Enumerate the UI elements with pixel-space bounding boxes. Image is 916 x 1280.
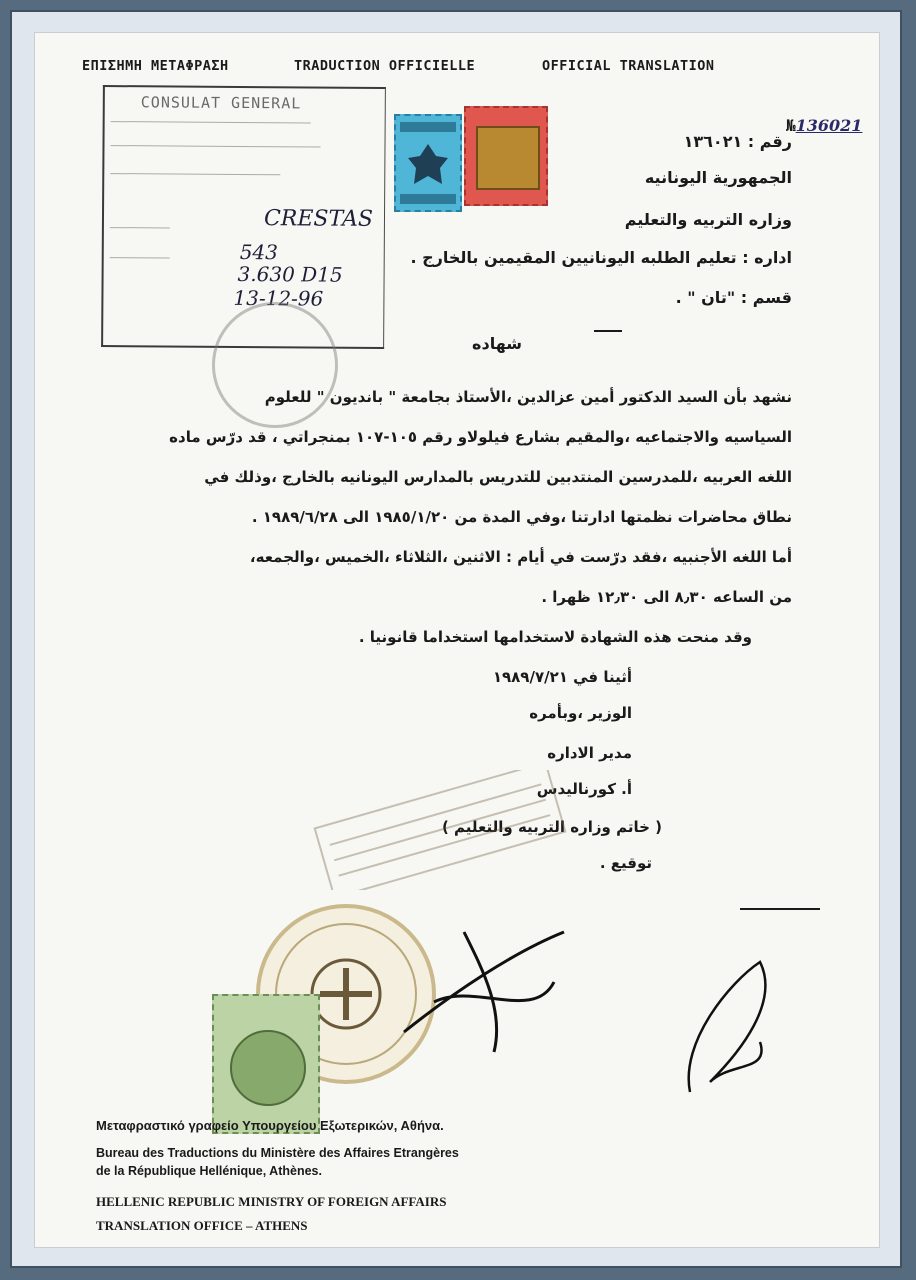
arabic-body-line: أما اللغه الأجنبيه ،فقد درّست في أيام : الاثنين ،الثلاثاء ،الخميس ،والجمعه، [249, 548, 792, 566]
consulate-handwritten-date: 13-12-96 [233, 285, 324, 311]
arabic-body-line: اللغه العربيه ،للمدرسين المنتدبين للتدريس بالمدارس اليونانيه بالخارج ،وذلك في [204, 468, 792, 486]
revenue-stamp-green [212, 994, 320, 1134]
arabic-department: اداره : تعليم الطلبه اليونانيين المقيمين بالخارج . [410, 248, 792, 267]
arabic-body-line: السياسيه والاجتماعيه ،والمقيم بشارع فيلولاو رقم ١٠٥-١٠٧ بمنجراتي ، قد درّس ماده [169, 428, 792, 446]
arabic-body-line: من الساعه ٨٫٣٠ الى ١٢٫٣٠ ظهرا . [541, 588, 792, 606]
consulate-handwritten-ref2: 3.630 D15 [237, 261, 343, 287]
document-frame [10, 10, 902, 1268]
arabic-seal-note: ( خاتم وزاره التربيه والتعليم ) [441, 818, 662, 836]
arabic-ministry: وزاره التربيه والتعليم [624, 210, 792, 229]
header-french: TRADUCTION OFFICIELLE [294, 58, 476, 74]
arabic-director: مدير الاداره [547, 744, 632, 762]
consulate-handwritten-ref1: 543 [239, 239, 279, 265]
header-english: OFFICIAL TRANSLATION [542, 58, 715, 74]
header-greek: ΕΠΙΣΗΜΗ ΜΕΤΑΦΡΑΣΗ [82, 58, 229, 74]
arabic-closing: وقد منحت هذه الشهادة لاستخدامها استخداما قانونيا . [358, 628, 752, 646]
arabic-section: قسم : "تان " . [675, 288, 792, 307]
arabic-body-line: نشهد بأن السيد الدكتور أمين عزالدين ،الأستاذ بجامعة " بانديون " للعلوم [264, 388, 792, 406]
faint-ministry-stamp [310, 770, 570, 890]
arabic-name: أ. كورناليدس [536, 780, 632, 798]
footer-greek: Μεταφραστικό γραφείο Υπουργείου Εξωτερικών, Αθήνα. [96, 1118, 444, 1133]
arabic-title: شهاده [472, 334, 522, 353]
document-number-value: 136021 [795, 116, 863, 135]
footer-french-line2: de la République Hellénique, Athènes. [96, 1164, 322, 1178]
consulate-stamp-line1: CONSULAT GENERAL [140, 93, 302, 113]
arabic-number: رقم : ١٣٦٠٢١ [683, 132, 792, 151]
arabic-body-line: نطاق محاضرات نظمتها ادارتنا ،وفي المدة من ١٩٨٥/١/٢٠ الى ١٩٨٩/٦/٢٨ . [251, 508, 792, 526]
arabic-place-date: أثينا في ١٩٨٩/٧/٢١ [492, 668, 632, 686]
document-paper [34, 32, 880, 1248]
handwritten-signature [670, 942, 790, 1102]
footer-french-line1: Bureau des Traductions du Ministère des Affaires Etrangères [96, 1146, 459, 1160]
arabic-minister: الوزير ،وبأمره [529, 704, 632, 722]
signature-divider [740, 908, 820, 910]
stamp-emblem-icon [230, 1030, 306, 1106]
footer-english-line1: HELLENIC REPUBLIC MINISTRY OF FOREIGN AFFAIRS [96, 1194, 447, 1209]
footer-english-line2: TRANSLATION OFFICE – ATHENS [96, 1218, 308, 1233]
arabic-republic: الجمهورية اليونانيه [644, 168, 792, 187]
document-number-prefix: № [786, 116, 796, 135]
consulate-handwritten-name: CRESTAS [263, 206, 374, 232]
signature-scribble [394, 912, 574, 1062]
document-number [786, 116, 862, 135]
arabic-signature-label: توقيع . [599, 854, 652, 872]
title-divider [594, 330, 622, 332]
